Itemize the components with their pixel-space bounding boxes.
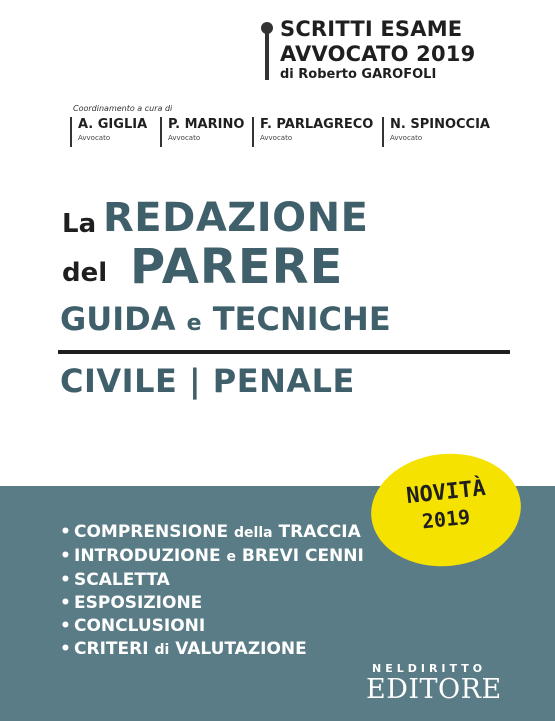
subtitle-guida-tecniche	[60, 300, 391, 338]
editor-name: A. GIGLIA	[78, 117, 148, 132]
editor-role: Avvocato	[168, 134, 201, 142]
editor-item	[382, 117, 490, 147]
editor-name: P. MARINO	[168, 117, 245, 132]
publisher-name-bottom: EDITORE	[366, 674, 502, 705]
topic-item	[60, 615, 364, 638]
bullet-icon: •	[60, 546, 71, 566]
title-parere: PARERE	[130, 239, 344, 295]
editor-item	[70, 117, 147, 147]
topic-connector: e	[226, 549, 236, 565]
topic-item	[60, 638, 364, 662]
topic-main: CRITERI	[74, 639, 149, 659]
badge-text-year: 2019	[420, 504, 472, 534]
topic-main: INTRODUZIONE	[74, 546, 221, 566]
topic-tail: VALUTAZIONE	[175, 639, 307, 659]
topic-item	[60, 569, 364, 592]
series-vertical-bar	[265, 28, 269, 80]
editor-item	[252, 117, 373, 147]
title-la: La	[62, 209, 97, 239]
series-title-line1: SCRITTI ESAME	[280, 17, 463, 41]
editors-list	[70, 117, 530, 151]
topics-list	[60, 521, 364, 662]
editor-name: F. PARLAGRECO	[260, 117, 374, 132]
editor-name: N. SPINOCCIA	[390, 117, 490, 132]
bullet-icon: •	[60, 570, 71, 590]
bullet-icon: •	[60, 522, 71, 542]
topic-item	[60, 545, 364, 569]
title-divider	[58, 350, 510, 354]
coordination-label: Coordinamento a cura di	[73, 104, 173, 113]
bullet-icon: •	[60, 593, 71, 613]
topic-main: SCALETTA	[74, 570, 170, 590]
title-redazione: REDAZIONE	[103, 195, 369, 241]
bullet-icon: •	[60, 639, 71, 659]
topic-main: COMPRENSIONE	[74, 522, 229, 542]
editor-role: Avvocato	[390, 134, 423, 142]
subtitle-e: e	[186, 311, 202, 336]
topic-item	[60, 592, 364, 615]
topic-connector: della	[234, 525, 273, 541]
series-author: di Roberto GAROFOLI	[280, 67, 437, 82]
series-title-line2: AVVOCATO 2019	[280, 42, 476, 66]
publisher-name-top: NELDIRITTO	[372, 662, 487, 675]
topic-main: CONCLUSIONI	[74, 616, 206, 636]
topic-main: ESPOSIZIONE	[74, 593, 203, 613]
editor-role: Avvocato	[78, 134, 111, 142]
subtitle-tecniche: TECNICHE	[212, 300, 391, 338]
topic-tail: TRACCIA	[278, 522, 361, 542]
topic-connector: di	[154, 642, 170, 658]
editor-role: Avvocato	[260, 134, 293, 142]
subject-line: CIVILE | PENALE	[60, 362, 355, 400]
subtitle-guida: GUIDA	[60, 300, 176, 338]
badge-text-novita: NOVITÀ	[405, 475, 487, 510]
bullet-icon: •	[60, 616, 71, 636]
topic-tail: BREVI CENNI	[241, 546, 364, 566]
topic-item	[60, 521, 364, 545]
title-del: del	[62, 258, 108, 288]
editor-item	[160, 117, 244, 147]
